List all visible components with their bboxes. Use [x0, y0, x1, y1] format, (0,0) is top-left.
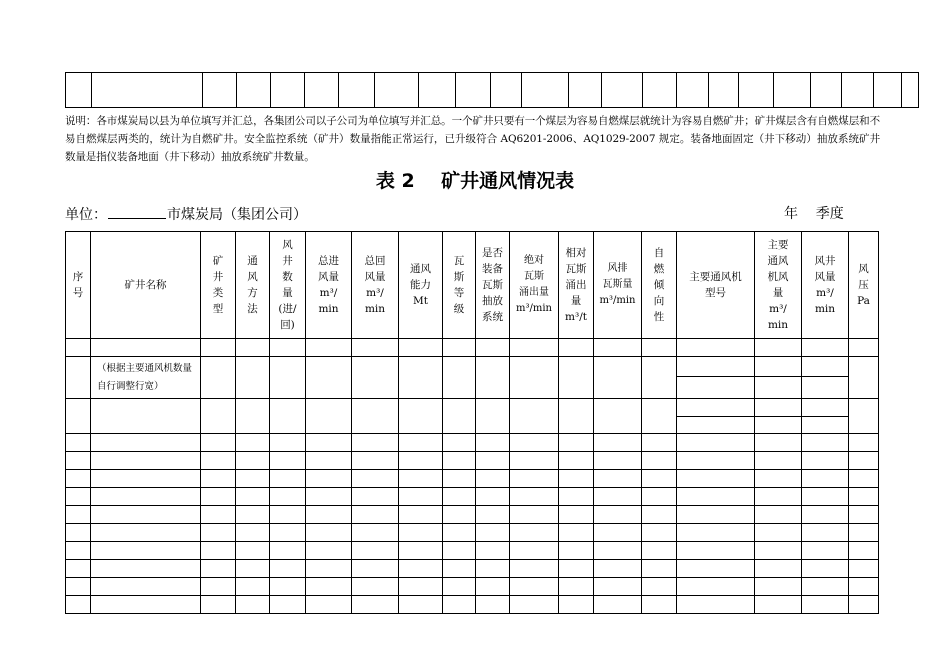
header-mine-name: 矿井名称 — [91, 232, 201, 339]
unit-line — [65, 204, 307, 225]
period-label: 年 季度 — [784, 206, 844, 222]
header-total-intake: 总进 风量 m³/ min — [306, 232, 352, 339]
unit-suffix: 市煤炭局（集团公司） — [167, 207, 307, 223]
table-row — [66, 339, 879, 357]
table-row — [66, 596, 879, 614]
unit-label: 单位： — [65, 207, 107, 223]
header-vent-method: 通 风 方 法 — [236, 232, 270, 339]
header-exhaust-gas: 风排 瓦斯量 m³/min — [594, 232, 642, 339]
header-air-pressure: 风 压 Pa — [849, 232, 879, 339]
table-row — [66, 452, 879, 470]
ventilation-table — [65, 231, 879, 614]
table-row — [66, 560, 879, 578]
header-shaft-air: 风井 风量 m³/ min — [802, 232, 849, 339]
table-row — [66, 357, 879, 377]
header-row — [66, 232, 879, 339]
page-title: 表 2 矿井通风情况表 — [375, 170, 575, 192]
header-main-fan-volume: 主要 通风 机风 量 m³/ min — [755, 232, 802, 339]
header-abs-gas: 绝对 瓦斯 涌出量 m³/min — [510, 232, 559, 339]
table-row — [66, 73, 919, 108]
table-row — [66, 524, 879, 542]
header-main-fan-model: 主要通风机 型号 — [677, 232, 755, 339]
explanation-note: 说明：各市煤炭局以县为单位填写并汇总，各集团公司以子公司为单位填写并汇总。一个矿井只要有一个煤层为容易自燃煤层就统计为容易自燃矿井；矿井煤层含有自燃煤层和不易自燃煤层两类的，统计为自燃矿井。安全监控系统（矿井）数量指能正常运行，已升级符合 AQ6201-2006、AQ1029-2007 规定。装备地面固定（井下移动）抽放系统矿井数量是指仪装备地面（井下移动）抽放系统矿井数量。 — [65, 115, 880, 163]
table-row — [66, 488, 879, 506]
table-row — [66, 578, 879, 596]
header-spontaneous: 自 燃 倾 向 性 — [642, 232, 677, 339]
header-mine-type: 矿 井 类 型 — [201, 232, 236, 339]
table-row — [66, 434, 879, 452]
header-rel-gas: 相对 瓦斯 涌出 量 m³/t — [559, 232, 594, 339]
table-row — [66, 399, 879, 417]
table-row — [66, 470, 879, 488]
header-vent-capacity: 通风 能力 Mt — [399, 232, 443, 339]
header-shaft-count: 风 井 数 量 (进/ 回) — [270, 232, 306, 339]
table-row — [66, 506, 879, 524]
header-total-return: 总回 风量 m³/ min — [352, 232, 399, 339]
header-drainage-system: 是否 装备 瓦斯 抽放 系统 — [476, 232, 510, 339]
table-row — [66, 542, 879, 560]
header-gas-grade: 瓦 斯 等 级 — [443, 232, 476, 339]
unit-blank-field — [108, 204, 166, 219]
row-adjust-note: （根据主要通风机数量自行调整行宽） — [91, 357, 201, 399]
header-seq: 序 号 — [66, 232, 91, 339]
previous-table-fragment — [65, 72, 919, 108]
